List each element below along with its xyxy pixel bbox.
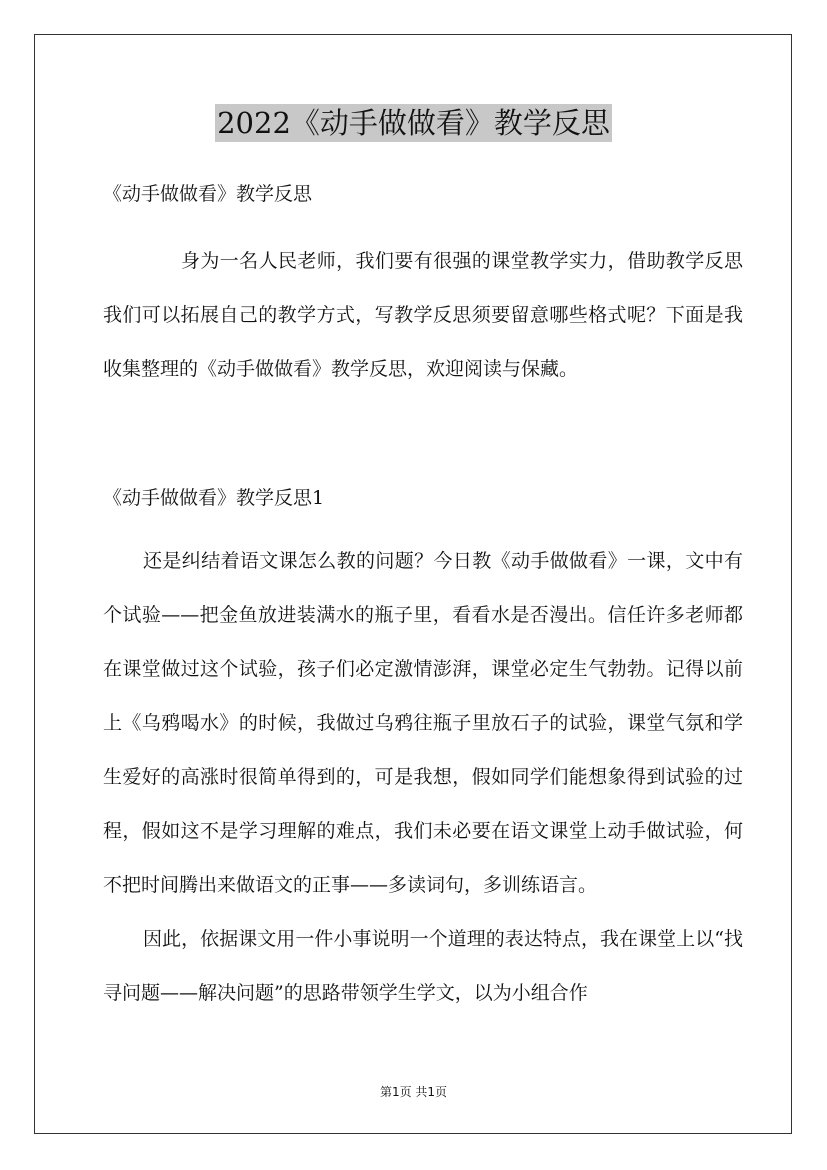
intro-heading: 《动手做做看》教学反思 [103, 183, 313, 205]
body-paragraph-2: 因此，依据课文用一件小事说明一个道理的表达特点，我在课堂上以“找寻问题——解决问题”的思路带领学生学文，以为小组合作 [103, 928, 743, 1004]
page-footer: 第1页 共1页 [379, 1085, 448, 1099]
title-container [0, 104, 827, 142]
document-body [103, 178, 743, 1020]
document-title: 2022《动手做做看》教学反思 [217, 106, 610, 140]
section-heading: 《动手做做看》教学反思1 [103, 487, 325, 509]
intro-paragraph: 身为一名人民老师，我们要有很强的课堂教学实力，借助教学反思我们可以拓展自己的教学方式，写教学反思须要留意哪些格式呢？下面是我收集整理的《动手做做看》教学反思，欢迎阅读与保藏。 [103, 250, 743, 380]
body-paragraph-1: 还是纠结着语文课怎么教的问题？今日教《动手做做看》一课，文中有个试验——把金鱼放进装满水的瓶子里，看看水是否漫出。信任许多老师都在课堂做过这个试验，孩子们必定激情澎湃，课堂必定生气勃勃。记得以前上《乌鸦喝水》的时候，我做过乌鸦往瓶子里放石子的试验，课堂气氛和学生爱好的高涨时很简单得到的，可是我想，假如同学们能想象得到试验的过程，假如这不是学习理解的难点，我们未必要在语文课堂上动手做试验，何不把时间腾出来做语文的正事——多读词句，多训练语言。 [103, 550, 743, 896]
